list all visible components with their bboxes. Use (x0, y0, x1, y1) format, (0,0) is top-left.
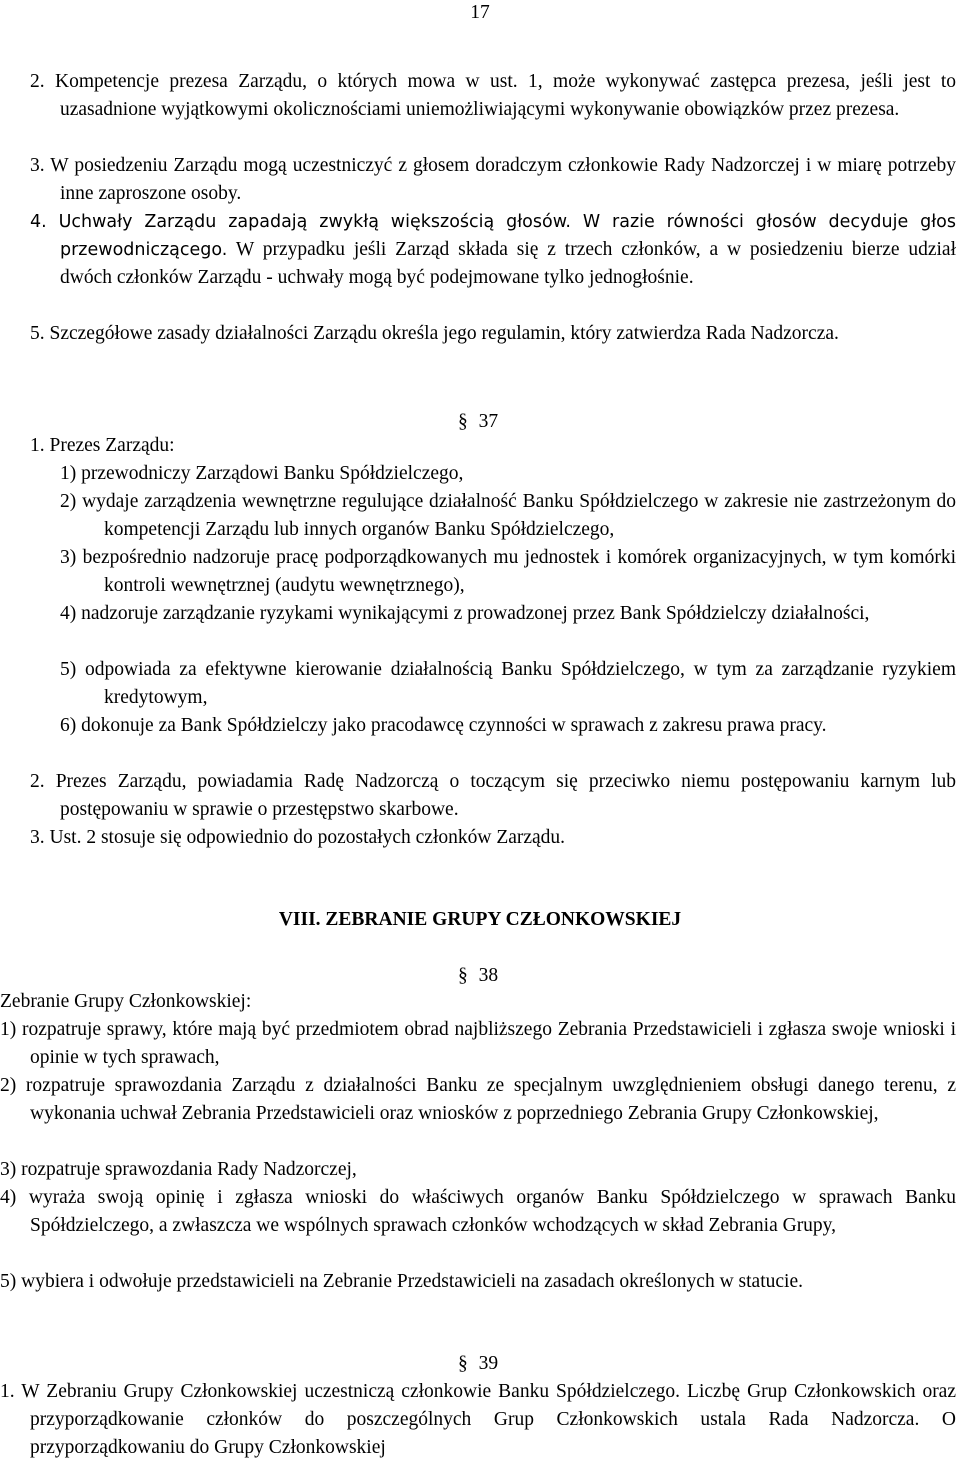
paragraph-4 (30, 208, 956, 292)
s37-item-3: 3) bezpośrednio nadzoruje pracę podporządkowanych mu jednostek i komórek organizacyjnych, w tym komórki kontroli wewnętrznej (audytu wewnętrznego), (60, 547, 956, 596)
section-number: 39 (478, 1353, 499, 1374)
paragraph-2: 2. Kompetencje prezesa Zarządu, o których mowa w ust. 1, może wykonywać zastępca prezesa, jeśli jest to uzasadnione wyjątkowymi okolicznościami uniemożliwiającymi wykonywanie obowiązków przez prezesa. (30, 71, 956, 120)
s37-item-4: 4) nadzoruje zarządzanie ryzykami wynikającymi z prowadzonej przez Bank Spółdzielczy działalności, (60, 603, 870, 624)
s38-item-3: 3) rozpatruje sprawozdania Rady Nadzorczej, (0, 1159, 357, 1180)
s38-item-5: 5) wybiera i odwołuje przedstawicieli na Zebranie Przedstawicieli na zasadach określonych w statucie. (0, 1271, 803, 1292)
paragraph-4-second: W przypadku jeśli Zarząd składa się z trzech członków, a w posiedzeniu bierze udział dwóch członków Zarządu - uchwały mogą być podejmowane tylko jednogłośnie. (60, 239, 956, 288)
s38-item-2: 2) rozpatruje sprawozdania Zarządu z działalności Banku ze specjalnym uwzględnieniem obsługi danego terenu, z wykonania uchwał Zebrania Przedstawicieli oraz wniosków z poprzedniego Zebrania Grupy Członkowskiej, (0, 1075, 956, 1124)
s37-item-2: 2) wydaje zarządzenia wewnętrzne regulujące działalność Banku Spółdzielczego w zakresie nie zastrzeżonym do kompetencji Zarządu lub innych organów Banku Spółdzielczego, (60, 491, 956, 540)
section-39-heading (458, 1350, 498, 1378)
section-mark: § (458, 965, 468, 986)
paragraph-4-first: 4. Uchwały Zarządu zapadają zwykłą większością głosów. W razie równości głosów decyduje głos przewodniczącego. (30, 212, 956, 260)
section-39-paragraph-1: 1. W Zebraniu Grupy Członkowskiej uczestniczą członkowie Banku Spółdzielczego. Liczbę Grup Członkowskich oraz przyporządkowanie członków do poszczególnych Grup Członkowskich ustala Rada Nadzorcza. O przyporządkowaniu do Grupy Członkowskiej (0, 1381, 956, 1458)
paragraph-5: 5. Szczegółowe zasady działalności Zarządu określa jego regulamin, który zatwierdza Rada Nadzorcza. (30, 323, 839, 344)
section-37-intro: 1. Prezes Zarządu: (30, 435, 175, 456)
section-mark: § (458, 1353, 468, 1374)
s38-item-1: 1) rozpatruje sprawy, które mają być przedmiotem obrad najbliższego Zebrania Przedstawicieli i zgłasza swoje wnioski i opinie w tych sprawach, (0, 1019, 956, 1068)
section-number: 38 (478, 965, 499, 986)
s37-item-5: 5) odpowiada za efektywne kierowanie działalnością Banku Spółdzielczego, w tym za zarządzanie ryzykiem kredytowym, (60, 659, 956, 708)
section-37-paragraph-2: 2. Prezes Zarządu, powiadamia Radę Nadzorczą o toczącym się przeciwko niemu postępowaniu karnym lub postępowaniu w sprawie o przestępstwo skarbowe. (30, 771, 956, 820)
s37-item-6: 6) dokonuje za Bank Spółdzielczy jako pracodawcę czynności w sprawach z zakresu prawa pracy. (60, 715, 827, 736)
paragraph-3: 3. W posiedzeniu Zarządu mogą uczestniczyć z głosem doradczym członkowie Rady Nadzorczej i w miarę potrzeby inne zaproszone osoby. (30, 155, 956, 204)
section-number: 37 (478, 411, 499, 432)
section-37-paragraph-3: 3. Ust. 2 stosuje się odpowiednio do pozostałych członków Zarządu. (30, 827, 566, 848)
s38-item-4: 4) wyraża swoją opinię i zgłasza wnioski do właściwych organów Banku Spółdzielczego w sprawach Banku Spółdzielczego, a zwłaszcza we wspólnych sprawach członków wchodzących w skład Zebrania Grupy, (0, 1187, 956, 1236)
page-number: 17 (470, 2, 490, 23)
section-mark: § (458, 411, 468, 432)
section-38-intro: Zebranie Grupy Członkowskiej: (0, 991, 252, 1012)
chapter-heading: VIII. ZEBRANIE GRUPY CZŁONKOWSKIEJ (278, 909, 682, 930)
s37-item-1: 1) przewodniczy Zarządowi Banku Spółdzielczego, (60, 463, 464, 484)
section-38-heading (458, 962, 498, 990)
